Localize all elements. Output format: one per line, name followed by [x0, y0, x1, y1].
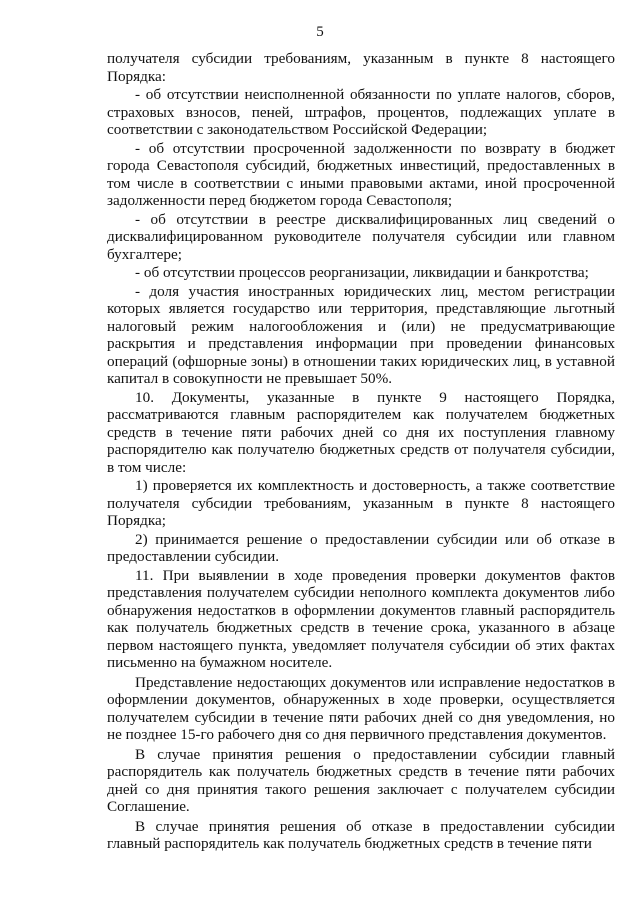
paragraph-missing-documents: Представление недостающих документов или исправление недостатков в оформлении документов, обнаруженных в ходе проверки, осуществляется получателем субсидии в течение пяти рабочих дней со дня уведомления, но не позднее 15-го рабочего дня со дня первичного представления документов.	[107, 673, 615, 743]
paragraph-item-reorganization: - об отсутствии процессов реорганизации, ликвидации и банкротства;	[135, 264, 589, 281]
document-body	[107, 50, 615, 854]
paragraph-clause-10-2: 2) принимается решение о предоставлении субсидии или об отказе в предоставлении субсидии.	[107, 530, 615, 565]
paragraph-item-debt: - об отсутствии просроченной задолженности по возврату в бюджет города Севастополя субсидий, бюджетных инвестиций, предоставленных в том числе в соответствии с иными правовыми актами, иной просроченной задолженности перед бюджетом города Севастополя;	[107, 139, 615, 209]
paragraph-clause-10-1: 1) проверяется их комплектность и достоверность, а также соответствие получателя субсидии требованиям, указанным в пункте 8 настоящего Порядка;	[107, 477, 615, 529]
paragraph-refusal: В случае принятия решения об отказе в предоставлении субсидии главный распорядитель как получатель бюджетных средств в течение пяти	[107, 817, 615, 852]
page-number: 5	[316, 24, 324, 40]
paragraph-agreement: В случае принятия решения о предоставлении субсидии главный распорядитель как получатель бюджетных средств в течение пяти рабочих дней со дня принятия такого решения заключает с получателем субсидии Соглашение.	[107, 745, 615, 815]
paragraph-continuation: получателя субсидии требованиям, указанным в пункте 8 настоящего Порядка:	[107, 50, 615, 85]
paragraph-clause-10: 10. Документы, указанные в пункте 9 настоящего Порядка, рассматриваются главным распорядителем как получателем бюджетных средств в течение пяти рабочих дней со дня их поступления главному распорядителю как получателю бюджетных средств от получателя субсидии, в том числе:	[107, 388, 615, 476]
paragraph-item-offshore: - доля участия иностранных юридических лиц, местом регистрации которых является государство или территория, представляющие льготный налоговый режим налогообложения и (или) не предусматривающие раскрытия и представления информации при проведении финансовых операций (офшорные зоны) в отношении таких юридических лиц, в уставной капитал в совокупности не превышает 50%.	[107, 282, 615, 387]
paragraph-item-taxes: - об отсутствии неисполненной обязанности по уплате налогов, сборов, страховых взносов, пеней, штрафов, процентов, подлежащих уплате в соответствии с законодательством Российской Федерации;	[107, 86, 615, 138]
paragraph-item-disqualified: - об отсутствии в реестре дисквалифицированных лиц сведений о дисквалифицированном руководителе получателя субсидии или главном бухгалтере;	[107, 210, 615, 263]
paragraph-clause-11: 11. При выявлении в ходе проведения проверки документов фактов представления получателем субсидии неполного комплекта документов либо обнаружения недостатков в оформлении документов главный распорядитель как получатель бюджетных средств в течение срока, указанного в абзаце первом настоящего пункта, уведомляет получателя субсидии об этих фактах письменно на бумажном носителе.	[107, 566, 615, 671]
